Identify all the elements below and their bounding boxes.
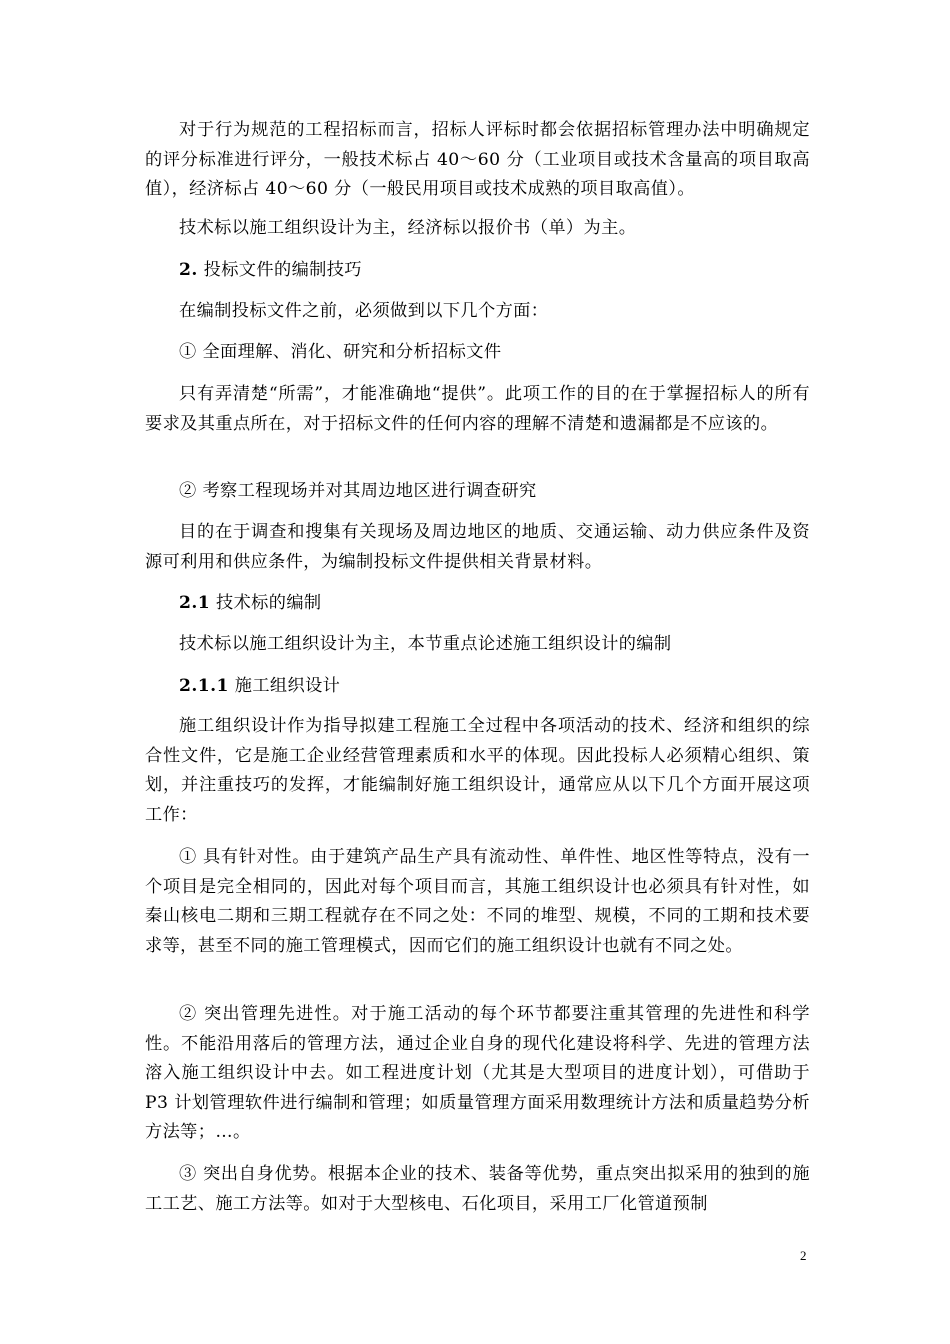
heading-2-1-number: 2.1 xyxy=(179,593,211,613)
paragraph-design-intro: 施工组织设计作为指导拟建工程施工全过程中各项活动的技术、经济和组织的综合性文件，它是施工企业经营管理素质和水平的体现。因此投标人必须精心组织、策划，并注重技巧的发挥，才能编制好施工组织设计，通常应从以下几个方面开展这项工作： xyxy=(145,716,810,825)
paragraph-tech-econ: 技术标以施工组织设计为主，经济标以报价书（单）为主。 xyxy=(179,218,637,238)
heading-2-1-text: 技术标的编制 xyxy=(215,593,322,613)
page-number: 2 xyxy=(800,1248,807,1263)
list-item-targeted: ① 具有针对性。由于建筑产品生产具有流动性、单件性、地区性等特点，没有一个项目是完全相同的，因此对每个项目而言，其施工组织设计也必须具有针对性，如秦山核电二期和三期工程就存在不同之处：不同的堆型、规模，不同的工期和技术要求等，甚至不同的施工管理模式，因而它们的施工组织设计也就有不同之处。 xyxy=(145,847,810,956)
list-item-advanced: ② 突出管理先进性。对于施工活动的每个环节都要注重其管理的先进性和科学性。不能沿用落后的管理方法，通过企业自身的现代化建设将科学、先进的管理方法溶入施工组织设计中去。如工程进度计划（尤其是大型项目的进度计划），可借助于 P3 计划管理软件进行编制和管理；如质量管理方面采用数理统计方法和质量趋势分析方法等；…。 xyxy=(145,1004,810,1142)
paragraph-before-compiling: 在编制投标文件之前，必须做到以下几个方面： xyxy=(179,301,549,321)
heading-2-1-1-number: 2.1.1 xyxy=(179,676,229,696)
paragraph-understand-detail: 只有弄清楚“所需”，才能准确地“提供”。此项工作的目的在于掌握招标人的所有要求及其重点所在，对于招标文件的任何内容的理解不清楚和遗漏都是不应该的。 xyxy=(145,384,810,434)
list-item-advantages: ③ 突出自身优势。根据本企业的技术、装备等优势，重点突出拟采用的独到的施工工艺、施工方法等。如对于大型核电、石化项目，采用工厂化管道预制 xyxy=(145,1164,810,1214)
list-item-understand: ① 全面理解、消化、研究和分析招标文件 xyxy=(179,342,502,362)
paragraph-tech-intro: 技术标以施工组织设计为主，本节重点论述施工组织设计的编制 xyxy=(179,634,672,654)
heading-2-text: 投标文件的编制技巧 xyxy=(203,260,362,280)
heading-2-number: 2. xyxy=(179,260,198,280)
heading-2-1 xyxy=(145,589,810,619)
paragraph-inspect-detail: 目的在于调查和搜集有关现场及周边地区的地质、交通运输、动力供应条件及资源可利用和供应条件，为编制投标文件提供相关背景材料。 xyxy=(145,522,810,572)
heading-2 xyxy=(145,256,810,286)
heading-2-1-1 xyxy=(145,672,810,702)
heading-2-1-1-text: 施工组织设计 xyxy=(234,676,341,696)
list-item-inspect: ② 考察工程现场并对其周边地区进行调查研究 xyxy=(179,481,537,501)
paragraph-scoring: 对于行为规范的工程招标而言，招标人评标时都会依据招标管理办法中明确规定的评分标准进行评分，一般技术标占 40～60 分（工业项目或技术含量高的项目取高值），经济标占 40～60 分（一般民用项目或技术成熟的项目取高值）。 xyxy=(145,120,810,199)
